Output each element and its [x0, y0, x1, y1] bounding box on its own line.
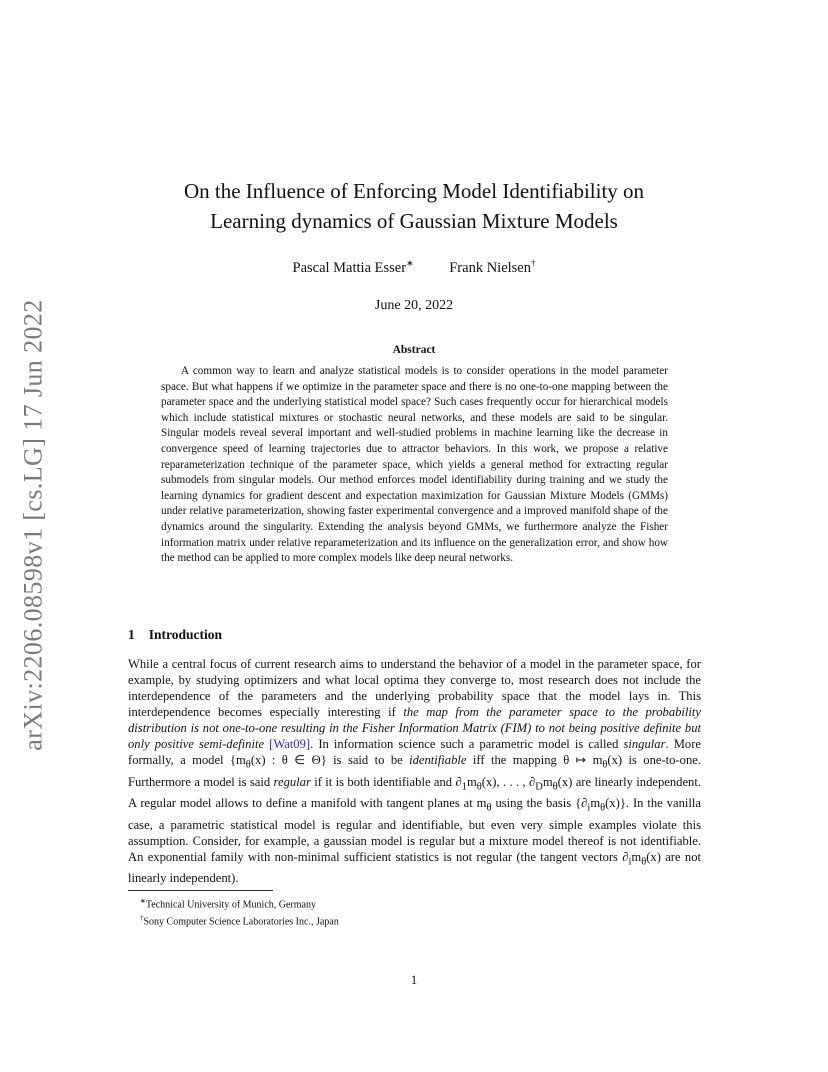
subscript-i: i	[628, 856, 632, 868]
title-line-1: On the Influence of Enforcing Model Identifiability on	[183, 179, 645, 203]
abstract-heading: Abstract	[392, 344, 436, 356]
intro-text-9: (x), . . . , ∂	[481, 774, 536, 789]
section-title: Introduction	[148, 627, 223, 642]
intro-text-4: (x) : θ ∈ Θ} is said to be	[250, 753, 410, 767]
footnote-1-mark: ∗	[140, 897, 146, 905]
title-line-2: Learning dynamics of Gaussian Mixture Models	[210, 209, 618, 233]
intro-text-10: m	[542, 774, 553, 789]
subscript-d: D	[535, 781, 543, 793]
intro-text-14: (x)}. In the vanilla case, a parametric statistical model is regular and identifiable, but even very simple examples violate this assumption. Consider, for example, a gaussian model is regular but a mixture model thereof is not identifiable. An exponential family with non-minimal sufficient statistics is not regular (the tangent vectors ∂	[128, 796, 701, 864]
introduction-paragraph	[128, 656, 701, 886]
subscript-theta: θ	[486, 802, 492, 814]
footnote-2-mark: †	[140, 913, 144, 922]
intro-text-8: m	[466, 774, 477, 789]
citation-link-wat09[interactable]: [Wat09]	[269, 737, 311, 751]
paper-title	[0, 176, 828, 236]
paper-date: June 20, 2022	[374, 298, 454, 313]
author-list	[0, 258, 828, 277]
intro-text-6: (x) is one-to-one. Furthermore a model is said	[128, 753, 701, 789]
arxiv-identifier-stamp	[14, 290, 54, 760]
section-heading	[128, 627, 222, 643]
intro-text-16: (x) are not linearly independent).	[128, 849, 701, 886]
intro-italic-fim: the map from the parameter space to the probability distribution is not one-to-one resulting in the Fisher Information Matrix (FIM) to not being positive definite but only positive semi-definite	[128, 705, 701, 751]
subscript-theta: θ	[245, 759, 251, 771]
footnote-2-text: Sony Computer Science Laboratories Inc., Japan	[143, 916, 339, 928]
intro-text-13: m	[590, 796, 601, 811]
author-2-name: Frank Nielsen	[449, 259, 531, 276]
subscript-theta: θ	[641, 856, 647, 868]
footnote-2	[128, 912, 339, 929]
subscript-theta: θ	[602, 759, 608, 771]
subscript-theta: θ	[600, 802, 606, 814]
footnote-1-text: Technical University of Munich, Germany	[145, 899, 316, 911]
intro-text-2: . In information science such a parametric model is called	[310, 737, 624, 751]
intro-text-5: iff the mapping θ ↦ m	[466, 753, 603, 767]
page-number: 1	[410, 973, 418, 987]
intro-italic-identifiable: identifiable	[409, 753, 467, 767]
intro-text-15: m	[631, 849, 642, 864]
footnotes	[128, 895, 339, 929]
author-1-mark: ∗	[406, 258, 414, 268]
intro-text-1: While a central focus of current research aims to understand the behavior of a model in the parameter space, for example, by studying optimizers and what local optima they converge to, most research does not include the interdependence of the parameters and the underlying probability space that the model lays in. This interdependence becomes especially interesting if	[128, 657, 701, 719]
intro-text-7: if it is both identifiable and ∂	[310, 774, 462, 789]
intro-italic-singular: singular	[623, 737, 666, 751]
author-1-name: Pascal Mattia Esser	[292, 259, 407, 276]
arxiv-identifier-text: arXiv:2206.08598v1 [cs.LG] 17 Jun 2022	[19, 299, 48, 751]
subscript-theta: θ	[476, 781, 482, 793]
intro-text-12: using the basis {∂	[491, 796, 588, 811]
author-2-mark: †	[530, 258, 536, 268]
intro-text-3: . More formally, a model {m	[128, 737, 701, 767]
footnote-1	[128, 895, 339, 912]
subscript-theta: θ	[552, 781, 558, 793]
intro-italic-regular: regular	[273, 774, 311, 789]
author-2	[449, 260, 535, 276]
footnote-divider	[128, 890, 273, 891]
abstract-body: A common way to learn and analyze statistical models is to consider operations in the model parameter space. But what happens if we optimize in the parameter space and there is no one-to-one mapping between the parameter space and the underlying statistical model space? Such cases frequently occur for hierarchical models which include statistical mixtures or stochastic neural networks, and these models are said to be singular. Singular models reveal several important and well-studied problems in machine learning like the decrease in convergence speed of learning trajectories due to attractor behaviors. In this work, we propose a relative reparameterization technique of the parameter space, which yields a general method for extracting regular submodels from singular models. Our method enforces model identifiability during training and we study the learning dynamics for gradient descent and expectation maximization for Gaussian Mixture Models (GMMs) under relative parameterization, showing faster experimental convergence and a improved manifold shape of the dynamics around the singularity. Extending the analysis beyond GMMs, we furthermore analyze the Fisher information matrix under relative reparameterization and its influence on the generalization error, and show how the method can be applied to more complex models like deep neural networks.	[161, 365, 668, 565]
intro-text-11: (x) are linearly independent. A regular model allows to define a manifold with tangent planes at m	[128, 774, 701, 811]
subscript-1: 1	[461, 781, 467, 793]
section-number: 1	[128, 627, 135, 642]
author-1	[293, 260, 414, 276]
subscript-i: i	[587, 802, 591, 814]
